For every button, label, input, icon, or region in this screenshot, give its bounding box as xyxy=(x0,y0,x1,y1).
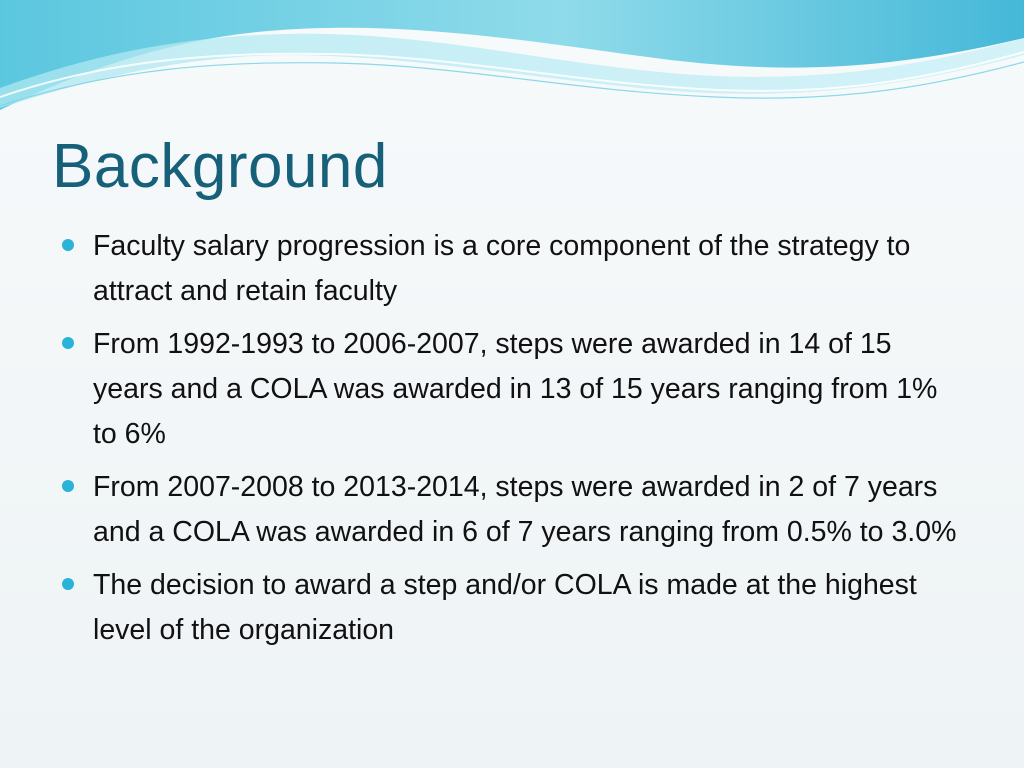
bullet-item xyxy=(62,224,962,314)
bullet-text: From 2007-2008 to 2013-2014, steps were awarded in 2 of 7 years and a COLA was awarded in 6 of 7 years ranging from 0.5% to 3.0% xyxy=(93,471,957,548)
bullet-icon xyxy=(62,337,74,349)
bullet-text: From 1992-1993 to 2006-2007, steps were awarded in 14 of 15 years and a COLA was awarded in 13 of 15 years ranging from 1% to 6% xyxy=(93,328,938,450)
bullet-text: Faculty salary progression is a core component of the strategy to attract and retain faculty xyxy=(93,230,911,307)
bullet-text: The decision to award a step and/or COLA is made at the highest level of the organization xyxy=(93,569,917,646)
bullet-icon xyxy=(62,239,74,251)
bullet-icon xyxy=(62,480,74,492)
slide-title: Background xyxy=(52,132,388,201)
bullet-list xyxy=(62,224,962,661)
bullet-item xyxy=(62,563,962,653)
bullet-item xyxy=(62,465,962,555)
bullet-item xyxy=(62,322,962,457)
decorative-wave-banner xyxy=(0,0,1024,130)
bullet-icon xyxy=(62,578,74,590)
